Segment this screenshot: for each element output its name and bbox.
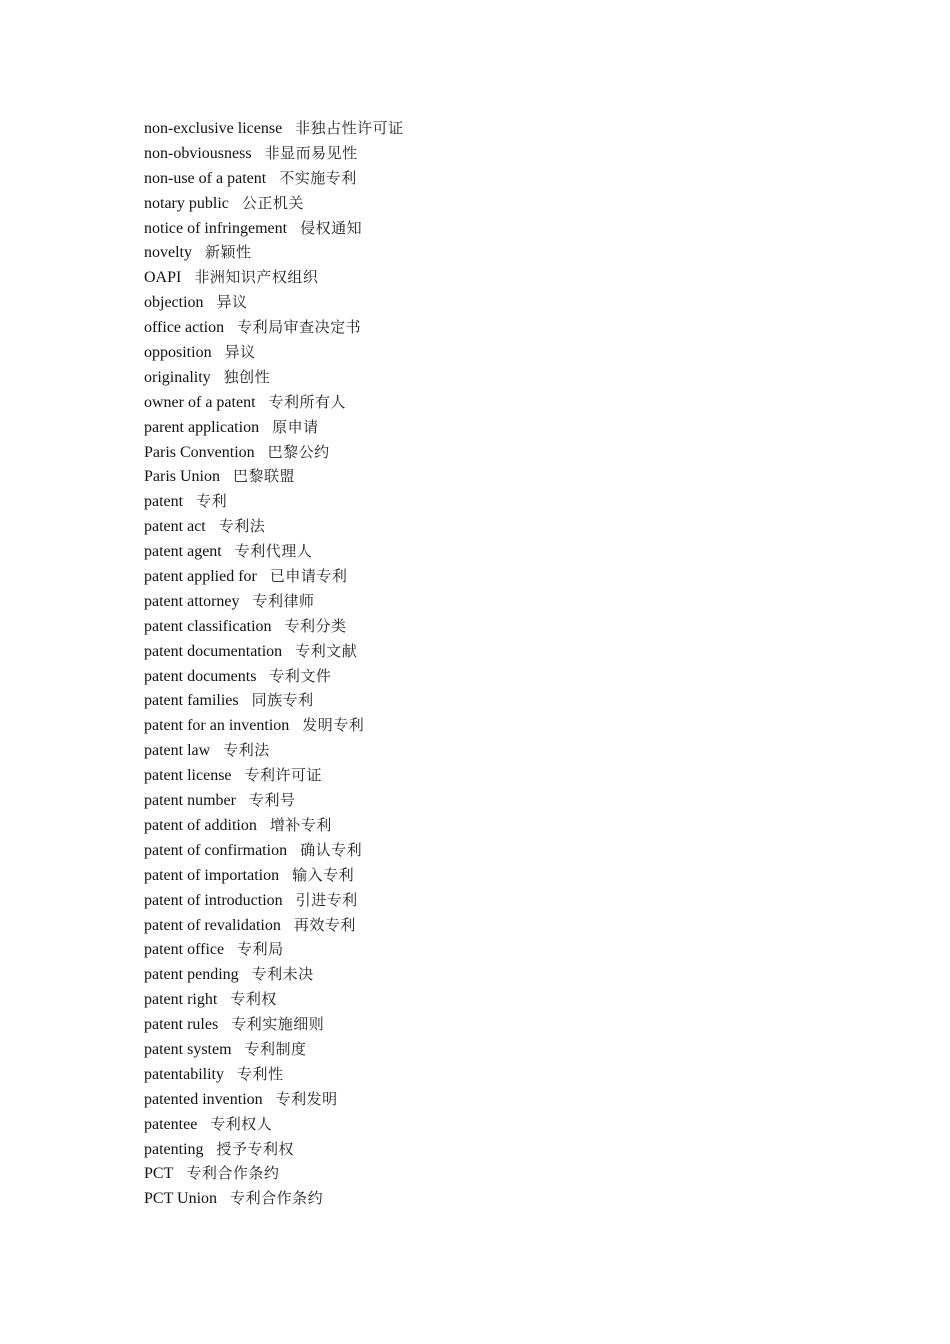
- glossary-entry: [144, 813, 404, 838]
- glossary-term: non-use of a patent: [144, 169, 267, 187]
- glossary-translation: 引进专利: [295, 890, 358, 909]
- glossary-translation: 独创性: [223, 367, 271, 386]
- glossary-translation: 专利权: [230, 990, 277, 1009]
- glossary-term: patentee: [144, 1115, 198, 1133]
- glossary-term: patent agent: [144, 543, 222, 561]
- glossary-translation: 不实施专利: [279, 168, 357, 187]
- glossary-entry: [144, 1037, 404, 1062]
- glossary-translation: 新颖性: [205, 243, 252, 262]
- glossary-entry: [144, 1112, 404, 1137]
- glossary-translation: 专利文件: [269, 666, 332, 685]
- glossary-term: OAPI: [144, 269, 182, 287]
- glossary-entry: [144, 1137, 404, 1162]
- glossary-translation: 专利性: [236, 1064, 284, 1083]
- glossary-translation: 专利许可证: [244, 766, 323, 785]
- glossary-entry: [144, 365, 404, 390]
- glossary-term: patent documentation: [144, 642, 283, 660]
- glossary-translation: 输入专利: [292, 865, 355, 884]
- glossary-term: patent attorney: [144, 592, 240, 610]
- glossary-translation: 巴黎公约: [267, 442, 330, 461]
- glossary-term: patent office: [144, 941, 225, 959]
- glossary-translation: 专利发明: [275, 1089, 338, 1108]
- glossary-term: patent of introduction: [144, 891, 283, 909]
- glossary-term: patent license: [144, 767, 232, 785]
- glossary-entry: [144, 788, 404, 813]
- glossary-entry: [144, 913, 404, 938]
- glossary-translation: 专利实施细则: [231, 1015, 325, 1034]
- glossary-entry: [144, 216, 404, 241]
- glossary-term: patent applied for: [144, 568, 257, 586]
- glossary-term: patent system: [144, 1040, 232, 1058]
- glossary-entry: [144, 838, 404, 863]
- glossary-term: patent classification: [144, 617, 272, 635]
- glossary-entry: [144, 265, 404, 290]
- glossary-translation: 专利未决: [251, 965, 314, 984]
- glossary-entry: [144, 1087, 404, 1112]
- glossary-entry: [144, 937, 404, 962]
- glossary-entry: [144, 863, 404, 888]
- glossary-term: patentability: [144, 1065, 224, 1083]
- glossary-translation: 确认专利: [300, 840, 363, 859]
- glossary-entry: [144, 116, 404, 141]
- glossary-translation: 专利合作条约: [230, 1189, 324, 1208]
- glossary-term: patent right: [144, 991, 218, 1009]
- glossary-translation: 专利律师: [252, 591, 315, 610]
- glossary-translation: 授予专利权: [216, 1139, 295, 1158]
- glossary-term: Paris Convention: [144, 443, 255, 461]
- glossary-translation: 专利局: [237, 940, 284, 959]
- glossary-entry: [144, 639, 404, 664]
- glossary-translation: 已申请专利: [269, 567, 348, 586]
- glossary-entry: [144, 514, 404, 539]
- glossary-term: patent number: [144, 792, 236, 810]
- glossary-translation: 异议: [216, 293, 248, 312]
- glossary-entry: [144, 390, 404, 415]
- glossary-entry: [144, 962, 404, 987]
- glossary-term: parent application: [144, 418, 260, 436]
- glossary-entry: [144, 589, 404, 614]
- glossary-entry: [144, 191, 404, 216]
- glossary-entry: [144, 713, 404, 738]
- glossary-entry: [144, 664, 404, 689]
- glossary-entry: [144, 1186, 404, 1211]
- glossary-term: PCT Union: [144, 1190, 218, 1208]
- glossary-translation: 非洲知识产权组织: [194, 268, 319, 287]
- glossary-translation: 专利局审查决定书: [237, 318, 362, 337]
- glossary-term: novelty: [144, 244, 192, 262]
- glossary-term: patent families: [144, 692, 239, 710]
- glossary-entry: [144, 763, 404, 788]
- glossary-translation: 专利代理人: [234, 542, 313, 561]
- glossary-term: patent of addition: [144, 816, 257, 834]
- glossary-translation: 专利文献: [295, 641, 358, 660]
- glossary-entry: [144, 564, 404, 589]
- glossary-term: PCT: [144, 1165, 174, 1183]
- glossary-entry: [144, 240, 404, 265]
- glossary-entry: [144, 888, 404, 913]
- glossary-translation: 同族专利: [251, 691, 314, 710]
- glossary-term: originality: [144, 368, 211, 386]
- glossary-term: notary public: [144, 194, 229, 212]
- glossary-term: patenting: [144, 1140, 204, 1158]
- glossary-term: patent pending: [144, 966, 239, 984]
- glossary-translation: 非显而易见性: [264, 143, 358, 162]
- glossary-translation: 专利法: [223, 741, 270, 760]
- glossary-entry: [144, 415, 404, 440]
- glossary-entry: [144, 315, 404, 340]
- glossary-term: patented invention: [144, 1090, 263, 1108]
- glossary-term: Paris Union: [144, 468, 220, 486]
- glossary-entry: [144, 440, 404, 465]
- glossary-term: patent documents: [144, 667, 257, 685]
- glossary-entry: [144, 688, 404, 713]
- glossary-translation: 专利: [196, 492, 228, 511]
- glossary-translation: 专利权人: [210, 1114, 273, 1133]
- glossary-entry: [144, 1062, 404, 1087]
- glossary-translation: 公正机关: [241, 193, 304, 212]
- glossary-term: objection: [144, 294, 204, 312]
- glossary-entry: [144, 738, 404, 763]
- glossary-term: patent: [144, 493, 184, 511]
- glossary-term: office action: [144, 319, 225, 337]
- glossary-entry: [144, 166, 404, 191]
- glossary-term: patent of importation: [144, 866, 280, 884]
- glossary-entry: [144, 340, 404, 365]
- glossary-entry: [144, 539, 404, 564]
- glossary-translation: 异议: [224, 343, 256, 362]
- glossary-translation: 专利法: [218, 517, 266, 536]
- glossary-translation: 专利制度: [244, 1039, 307, 1058]
- glossary-entry: [144, 141, 404, 166]
- glossary-entry: [144, 1012, 404, 1037]
- glossary-term: opposition: [144, 344, 212, 362]
- glossary-entry: [144, 1161, 404, 1186]
- glossary-term: non-exclusive license: [144, 120, 283, 137]
- glossary-translation: 专利合作条约: [186, 1164, 280, 1183]
- glossary-translation: 原申请: [272, 417, 319, 436]
- glossary-term: patent of revalidation: [144, 916, 281, 934]
- glossary-translation: 发明专利: [302, 716, 365, 735]
- glossary-term: non-obviousness: [144, 144, 252, 162]
- glossary-translation: 专利所有人: [268, 392, 347, 411]
- glossary-term: owner of a patent: [144, 393, 256, 411]
- glossary-translation: 再效专利: [293, 915, 356, 934]
- glossary-translation: 巴黎联盟: [233, 467, 296, 486]
- glossary-entry: [144, 614, 404, 639]
- glossary-translation: 专利分类: [284, 616, 347, 635]
- glossary-translation: 非独占性许可证: [295, 119, 404, 137]
- glossary-term: patent for an invention: [144, 717, 290, 735]
- glossary-term: patent act: [144, 518, 206, 536]
- glossary-term: patent rules: [144, 1016, 219, 1034]
- glossary-translation: 侵权通知: [300, 218, 363, 237]
- glossary-entry: [144, 290, 404, 315]
- glossary-term: notice of infringement: [144, 219, 288, 237]
- glossary-entry: [144, 489, 404, 514]
- glossary-entry: [144, 987, 404, 1012]
- glossary-entry: [144, 464, 404, 489]
- glossary-term: patent law: [144, 742, 211, 760]
- glossary-translation: 专利号: [248, 791, 296, 810]
- glossary-term: patent of confirmation: [144, 841, 288, 859]
- glossary-translation: 增补专利: [269, 815, 332, 834]
- glossary-list: [144, 116, 404, 1211]
